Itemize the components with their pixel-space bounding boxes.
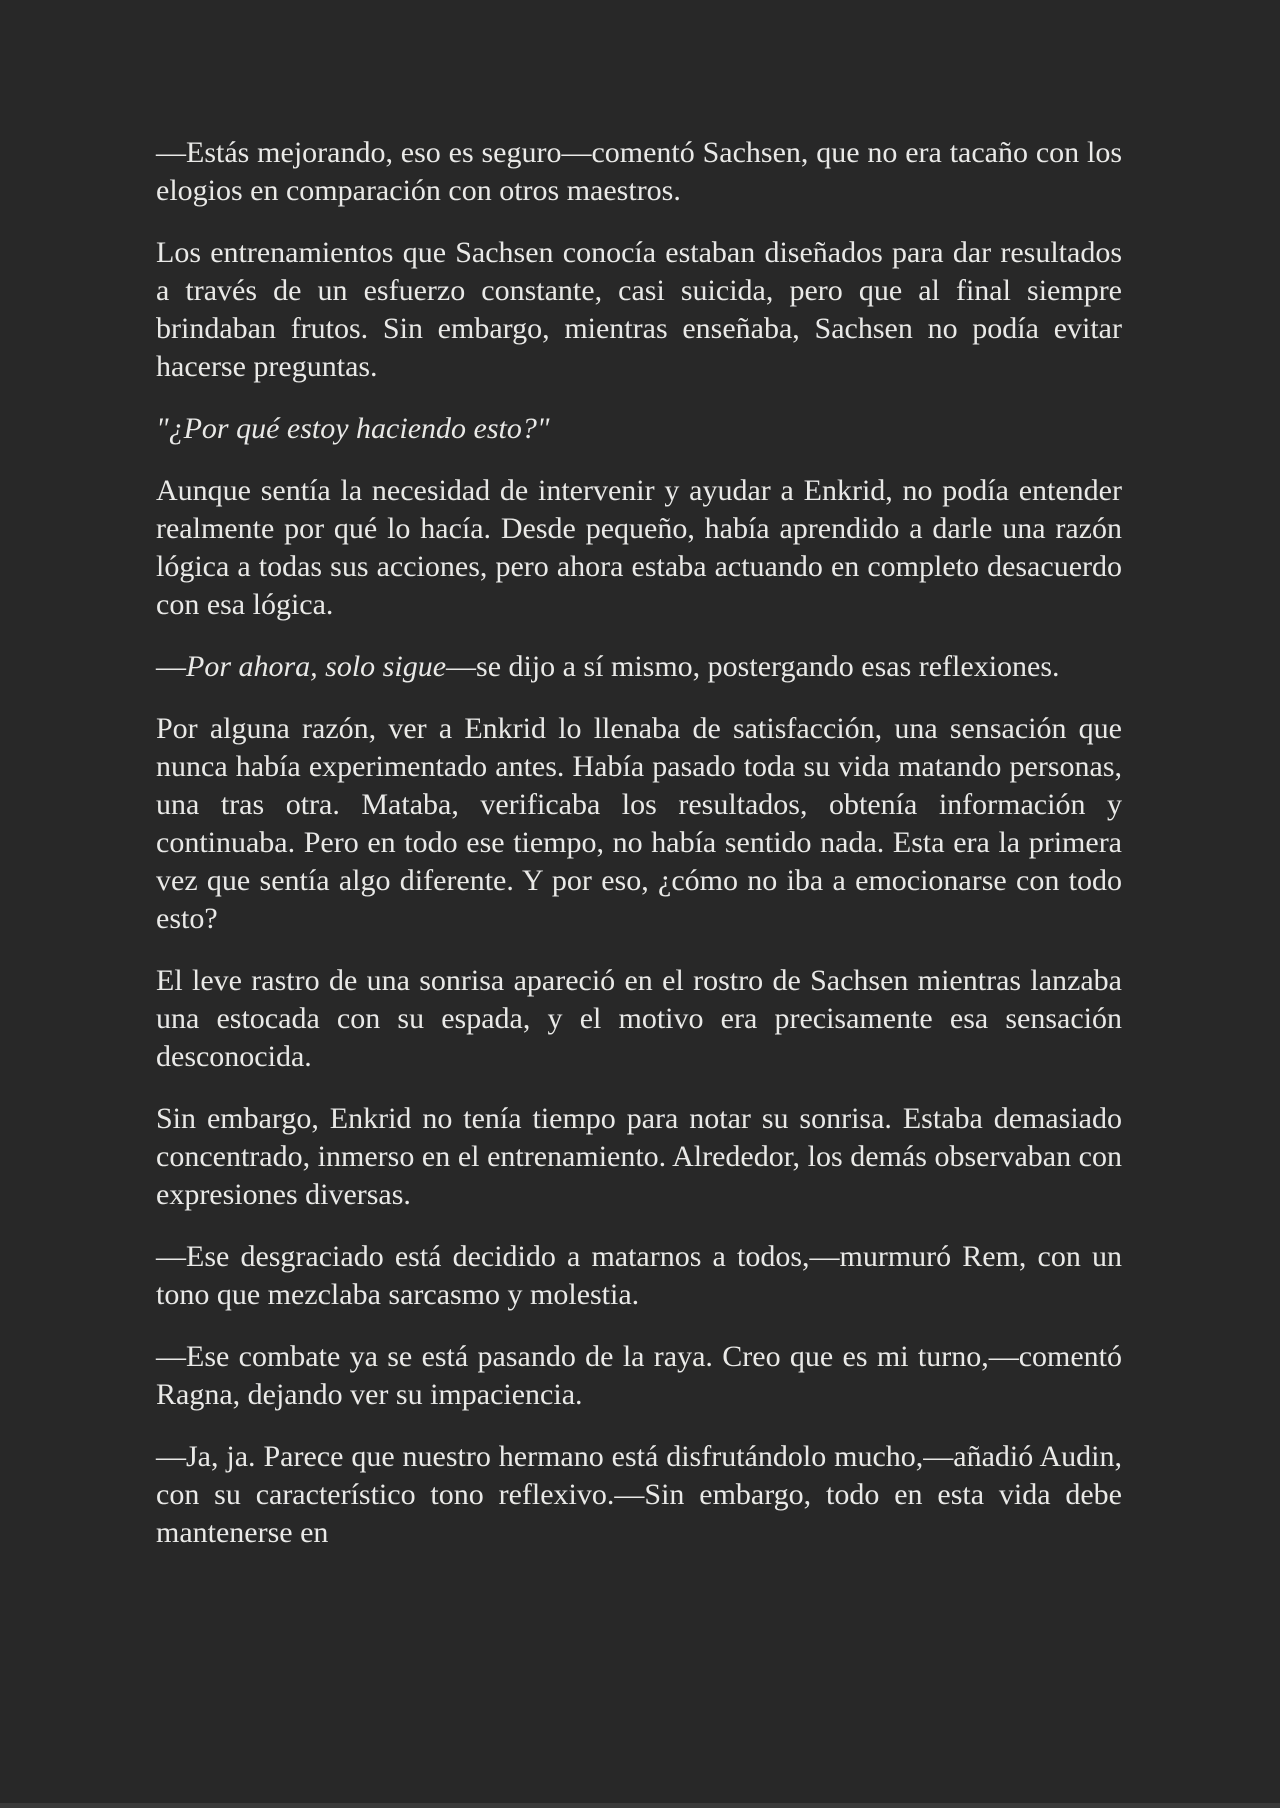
paragraph-sachsen-smile: El leve rastro de una sonrisa apareció en el rostro de Sachsen mientras lanzaba una estocada con su espada, y el motivo era precisamente esa sensación desconocida.	[156, 964, 1122, 1073]
paragraph-dialogue-sachsen-praise: —Estás mejorando, eso es seguro—comentó Sachsen, que no era tacaño con los elogios en comparación con otros maestros.	[156, 136, 1122, 207]
paragraph-inner-question: "¿Por qué estoy haciendo esto?"	[156, 412, 550, 445]
paragraph-enkrid-focus: Sin embargo, Enkrid no tenía tiempo para notar su sonrisa. Estaba demasiado concentrado, inmerso en el entrenamiento. Alrededor, los demás observaban con expresiones diversas.	[156, 1102, 1122, 1211]
paragraph-sachsen-reasoning: Aunque sentía la necesidad de intervenir y ayudar a Enkrid, no podía entender realmente por qué lo hacía. Desde pequeño, había aprendido a darle una razón lógica a todas sus acciones, pero ahora estaba actuando en completo desacuerdo con esa lógica.	[156, 474, 1122, 621]
page-bottom-edge	[0, 1803, 1280, 1808]
em-dash-open: —	[156, 650, 186, 683]
paragraph-self-talk	[156, 648, 1122, 686]
paragraph-satisfaction: Por alguna razón, ver a Enkrid lo llenaba de satisfacción, una sensación que nunca había experimentado antes. Había pasado toda su vida matando personas, una tras otra. Mataba, verificaba los resultados, obtenía información y continuaba. Pero en todo ese tiempo, no había sentido nada. Esta era la primera vez que sentía algo diferente. Y por eso, ¿cómo no iba a emocionarse con todo esto?	[156, 712, 1122, 935]
text-column	[156, 134, 1122, 1552]
paragraph-dialogue-rem: —Ese desgraciado está decidido a matarnos a todos,—murmuró Rem, con un tono que mezclaba sarcasmo y molestia.	[156, 1240, 1122, 1311]
paragraph-dialogue-ragna: —Ese combate ya se está pasando de la raya. Creo que es mi turno,—comentó Ragna, dejando ver su impaciencia.	[156, 1340, 1122, 1411]
paragraph-training-description: Los entrenamientos que Sachsen conocía estaban diseñados para dar resultados a través de un esfuerzo constante, casi suicida, pero que al final siempre brindaban frutos. Sin embargo, mientras enseñaba, Sachsen no podía evitar hacerse preguntas.	[156, 236, 1122, 383]
self-talk-rest: —se dijo a sí mismo, postergando esas reflexiones.	[446, 650, 1060, 683]
italic-thought-phrase: Por ahora, solo sigue	[186, 650, 447, 683]
paragraph-dialogue-audin: —Ja, ja. Parece que nuestro hermano está disfrutándolo mucho,—añadió Audin, con su característico tono reflexivo.—Sin embargo, todo en esta vida debe mantenerse en	[156, 1440, 1122, 1549]
